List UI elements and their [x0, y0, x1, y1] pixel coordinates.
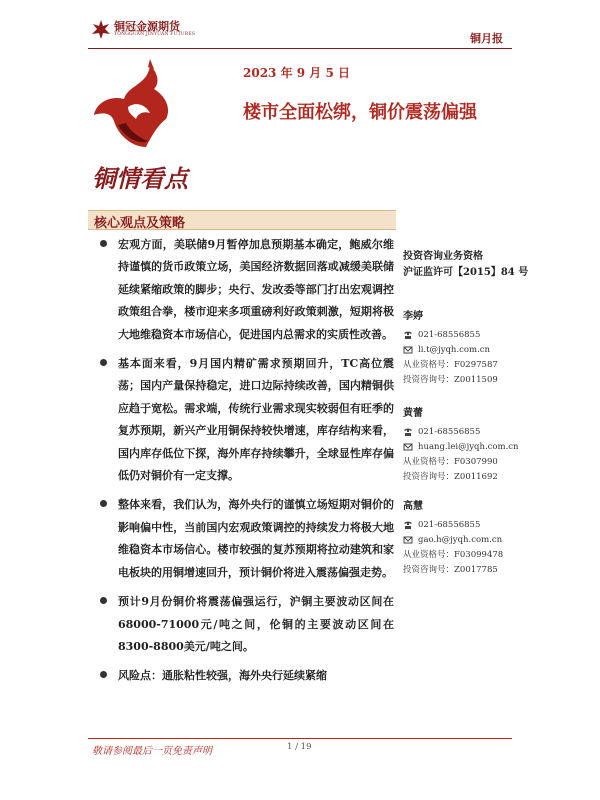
- analyst-license: 从业资格号：F0297587: [403, 360, 498, 370]
- mail-icon: [403, 345, 413, 355]
- analyst-consult-no: 投资咨询号：Z0011509: [403, 375, 498, 385]
- analyst-card: [403, 307, 543, 388]
- bullet-item: [96, 591, 394, 658]
- section-header-bar: [88, 210, 396, 230]
- company-logo-icon: [90, 18, 112, 40]
- bullet-dot-icon: [100, 500, 107, 507]
- bullet-text: 基本面来看，9月国内精矿需求预期回升，TC高位震荡；国内产量保持稳定，进口边际持续改善，国内精铜供应趋于宽松。需求端，传统行业需求现实较弱但有旺季的复苏预期，新兴产业用铜保持较快增速，库存结构来看，国内库存低位下探，海外库存持续攀升，全球显性库存偏低仍对铜价有一定支撑。: [118, 357, 394, 483]
- analyst-phone-text: 021-68556855: [418, 520, 481, 530]
- analyst-email: [403, 440, 543, 455]
- analyst-license: 从业资格号：F03099478: [403, 550, 504, 560]
- analyst-license: 从业资格号：F0307990: [403, 457, 498, 467]
- analyst-card: [403, 497, 543, 578]
- bullet-item: [96, 353, 394, 487]
- banner-calligraphy: 铜情看点: [92, 164, 188, 193]
- bullet-item: [96, 494, 394, 584]
- analyst-consult-no: 投资咨询号：Z0017785: [403, 565, 498, 575]
- analyst-email: [403, 533, 543, 548]
- bullet-text: 宏观方面，美联储9月暂停加息预期基本确定，鲍威尔维持谨慎的货币政策立场，美国经济数据回落或减缓美联储延续紧缩政策的脚步；央行、发改委等部门打出宏观调控政策组合拳，楼市迎来多项重磅利好政策刺激，短期将极大地维稳资本市场信心，促进国内总需求的实质性改善。: [118, 238, 394, 341]
- logo-text-cn: 铜冠金源期货: [114, 20, 180, 33]
- analyst-card: [403, 404, 543, 485]
- header-divider: [88, 48, 512, 49]
- analyst-phone: [403, 328, 543, 343]
- analyst-name: 高慧: [403, 501, 423, 512]
- bullet-text: 风险点：通胀粘性较强，海外央行延续紧缩: [118, 669, 327, 683]
- report-date: 2023 年 9 月 5 日: [243, 66, 350, 80]
- analyst-phone-text: 021-68556855: [418, 330, 481, 340]
- footer-divider: [88, 738, 512, 739]
- analyst-email-link[interactable]: huang.lei@jyqh.com.cn: [418, 442, 519, 452]
- bullet-text: 整体来看，我们认为，海外央行的谨慎立场短期对铜价的影响偏中性，当前国内宏观政策调控的持续发力将极大地维稳资本市场信心。楼市较强的复苏预期将拉动建筑和家电板块的用铜增速回升，预计铜价将进入震荡偏强走势。: [118, 498, 394, 579]
- analyst-email: [403, 343, 543, 358]
- section-title: 核心观点及策略: [94, 216, 186, 231]
- mail-icon: [403, 535, 413, 545]
- qualification-block: [403, 249, 543, 281]
- page-number: 1 / 19: [287, 742, 312, 752]
- analyst-name: 黄蕾: [403, 408, 423, 419]
- qualification-line-1: 投资咨询业务资格: [403, 251, 483, 262]
- phone-icon: [403, 330, 413, 340]
- phone-icon: [403, 427, 413, 437]
- qualification-line-2: 沪证监许可【2015】84 号: [403, 267, 529, 278]
- analyst-name: 李婷: [403, 311, 423, 322]
- company-logo: [90, 16, 200, 44]
- bullet-text: 预计9月份铜价将震荡偏强运行，沪铜主要波动区间在68000-71000元/吨之间，伦铜的主要波动区间在8300-8800美元/吨之间。: [118, 595, 394, 653]
- banner-artwork: [88, 55, 198, 205]
- bullet-dot-icon: [100, 240, 107, 247]
- mail-icon: [403, 442, 413, 452]
- analyst-email-link[interactable]: gao.h@jyqh.com.cn: [418, 535, 503, 545]
- bullet-dot-icon: [100, 359, 107, 366]
- bullet-dot-icon: [100, 671, 107, 678]
- bullet-item: [96, 665, 394, 687]
- bullet-dot-icon: [100, 597, 107, 604]
- flame-emblem-icon: [88, 55, 198, 205]
- analyst-phone-text: 021-68556855: [418, 427, 481, 437]
- report-type-label: 铜月报: [470, 32, 503, 45]
- phone-icon: [403, 520, 413, 530]
- analyst-consult-no: 投资咨询号：Z0011692: [403, 472, 498, 482]
- disclaimer-note: 敬请参阅最后一页免责声明: [92, 746, 212, 757]
- bullet-item: [96, 234, 394, 346]
- analyst-phone: [403, 425, 543, 440]
- analyst-phone: [403, 518, 543, 533]
- logo-text-en: TONGGUAN JINYUAN FUTURES: [114, 32, 196, 37]
- analyst-email-link[interactable]: li.t@jyqh.com.cn: [418, 345, 490, 355]
- report-title: 楼市全面松绑，铜价震荡偏强: [243, 102, 477, 123]
- core-views-list: [96, 234, 394, 695]
